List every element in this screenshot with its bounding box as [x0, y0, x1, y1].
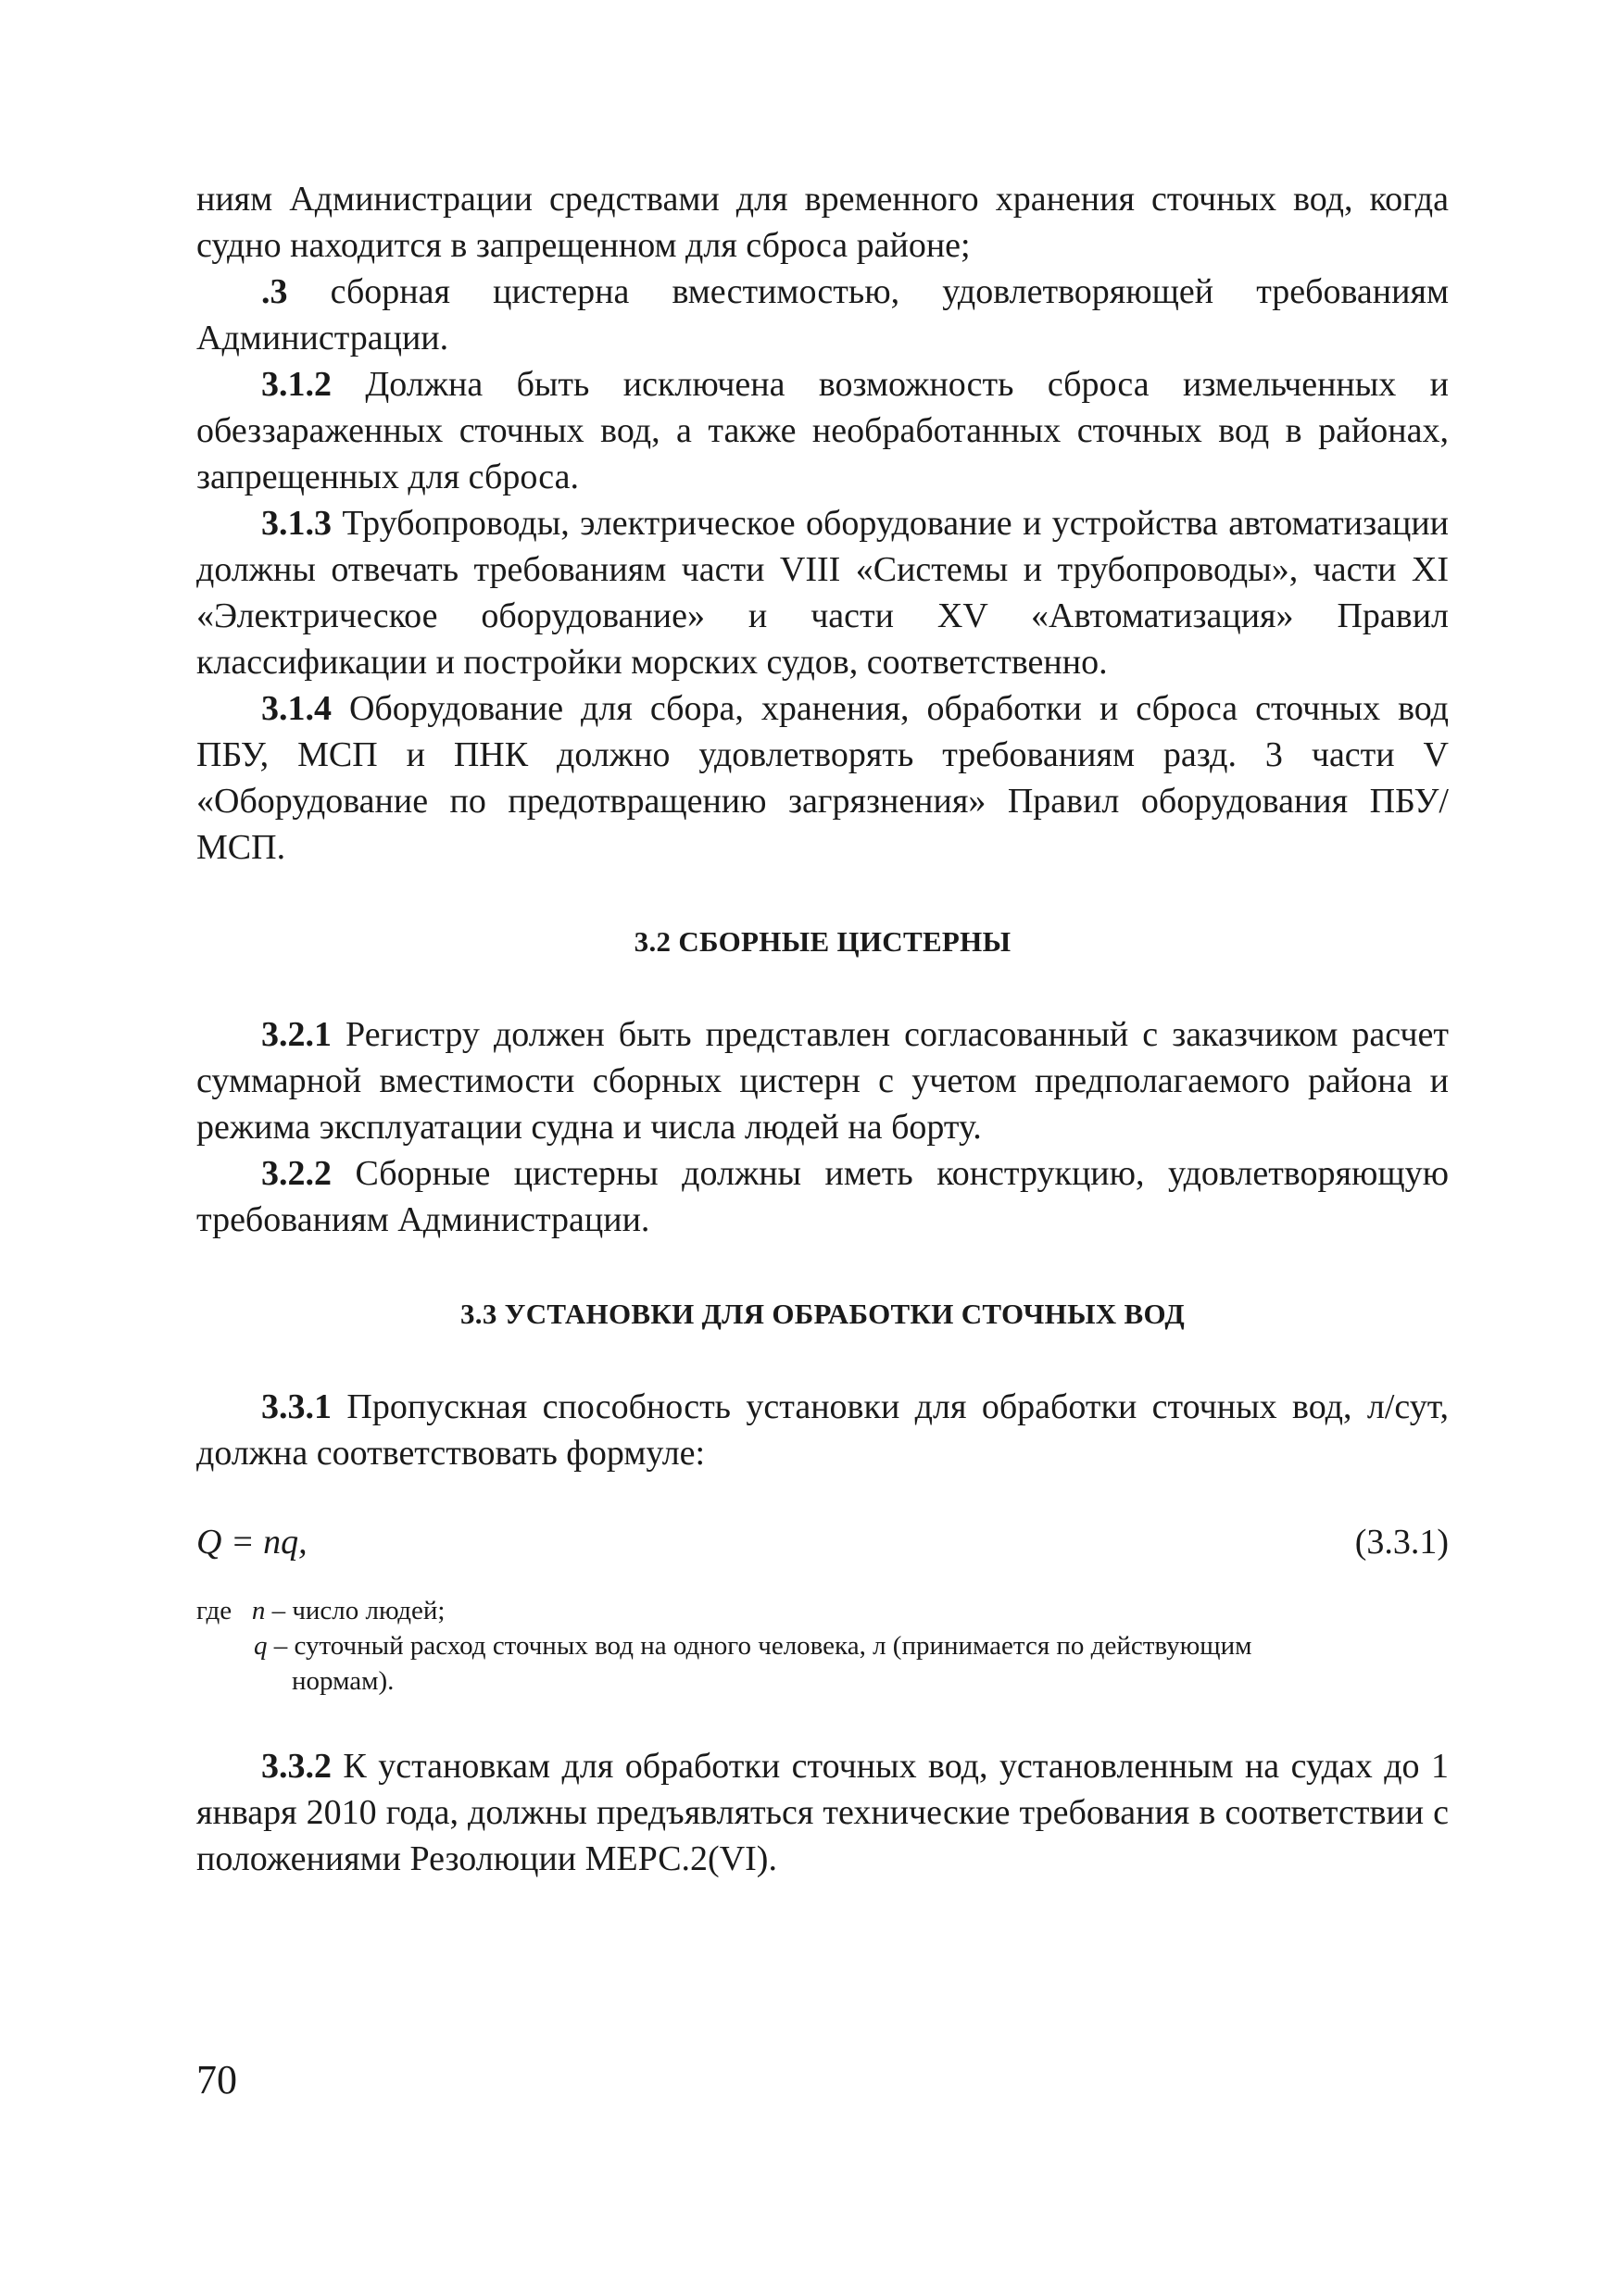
- body-text: [196, 176, 1449, 1882]
- paragraph-text: Пропускная способность установки для обработки сточных вод, л/сут, должна соответствовать формуле:: [196, 1387, 1449, 1473]
- legend-row-q: [196, 1628, 1449, 1663]
- symbol-q: q: [254, 1631, 268, 1661]
- legend-label: где: [196, 1596, 232, 1625]
- item-text: сборная цистерна вместимостью, удовлетворяющей требованиям Администрации.: [196, 272, 1449, 358]
- paragraph-text: Регистру должен быть представлен согласованный с заказчиком расчет суммарной вместимости сборных цистерн с учетом предполагаемого района и режима эксплуатации судна и числа людей на борту.: [196, 1015, 1449, 1147]
- paragraph-number: 3.3.1: [261, 1387, 332, 1426]
- paragraph-3-2-2: [196, 1150, 1449, 1243]
- paragraph-3-2-1: [196, 1011, 1449, 1150]
- continued-paragraph: ниям Администрации средствами для временного хранения сточных вод, когда судно находится в запрещенном для сброса районе;: [196, 180, 1449, 265]
- page-number: 70: [196, 2057, 237, 2102]
- paragraph-text: К установкам для обработки сточных вод, установленным на судах до 1 января 2010 года, должны предъявляться технические требования в соответствии с положениями Резолюции МЕРС.2(VI).: [196, 1747, 1449, 1878]
- paragraph-number: 3.1.4: [261, 689, 332, 728]
- item-number: .3: [261, 272, 288, 311]
- legend-row-n: [196, 1593, 1449, 1628]
- paragraph-number: 3.1.3: [261, 504, 332, 543]
- list-item-3: [196, 269, 1449, 361]
- symbol-n-description: – число людей;: [265, 1596, 446, 1625]
- symbol-q-description: – суточный расход сточных вод на одного человека, л (принимается по действующим: [267, 1631, 1252, 1661]
- paragraph-3-1-2: [196, 361, 1449, 500]
- formula-3-3-1: [196, 1519, 1449, 1565]
- paragraph-3-1-3: [196, 500, 1449, 685]
- symbol-n: n: [251, 1596, 266, 1625]
- paragraph-3-1-4: [196, 685, 1449, 871]
- paragraph-text: Сборные цистерны должны иметь конструкцию, удовлетворяющую требованиям Администрации.: [196, 1154, 1449, 1239]
- section-heading-3-2: 3.2 СБОРНЫЕ ЦИСТЕРНЫ: [634, 925, 1012, 958]
- paragraph-text: Оборудование для сбора, хранения, обработки и сброса сточных вод ПБУ, МСП и ПНК должно удовлетворять требованиям разд. 3 части V «Оборудование по предотвращению загрязнения» Правил оборудования ПБУ/МСП.: [196, 689, 1449, 867]
- paragraph-number: 3.3.2: [261, 1747, 332, 1786]
- paragraph-3-3-1: [196, 1384, 1449, 1476]
- formula-legend: [196, 1593, 1449, 1699]
- paragraph-text: Трубопроводы, электрическое оборудование и устройства автоматизации должны отвечать требованиям части VIII «Системы и трубопроводы», части XI «Электрическое оборудование» и части XV «Автоматизация» Правил классификации и постройки морских судов, соответственно.: [196, 504, 1449, 682]
- paragraph-number: 3.2.1: [261, 1015, 332, 1054]
- paragraph-number: 3.2.2: [261, 1154, 332, 1193]
- paragraph-text: Должна быть исключена возможность сброса измельченных и обеззараженных сточных вод, а также необработанных сточных вод в районах, запрещенных для сброса.: [196, 365, 1449, 496]
- section-heading-3-3: 3.3 УСТАНОВКИ ДЛЯ ОБРАБОТКИ СТОЧНЫХ ВОД: [459, 1298, 1186, 1330]
- formula-expression: Q = nq,: [196, 1523, 308, 1562]
- paragraph-3-3-2: [196, 1743, 1449, 1882]
- paragraph-number: 3.1.2: [261, 365, 332, 404]
- legend-row-q-continued: нормам).: [292, 1666, 395, 1696]
- formula-number: (3.3.1): [1354, 1523, 1449, 1562]
